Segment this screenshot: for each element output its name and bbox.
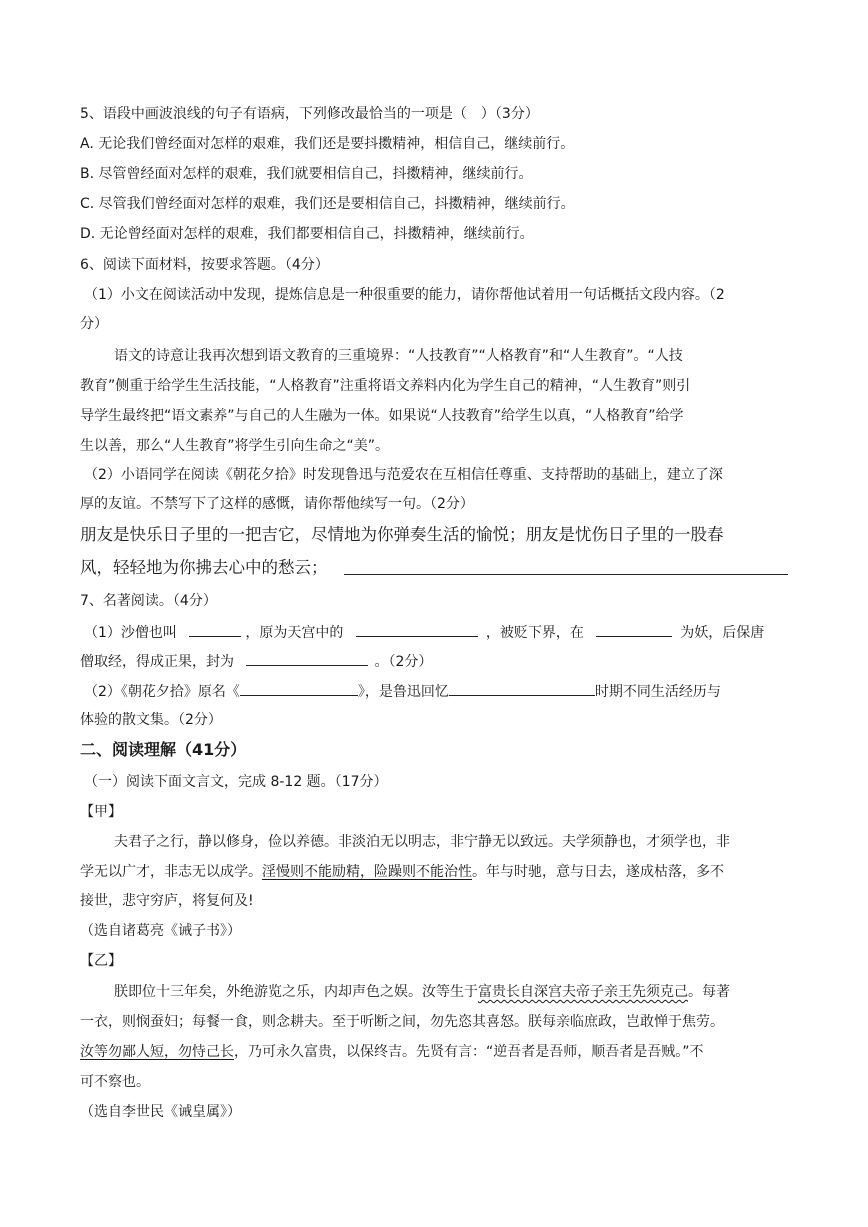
passage-line-2: 教育”侧重于给学生生活技能，“人格教育”注重将语文养料内化为学生自己的精神，“人生教育”则引: [80, 378, 691, 394]
yi-wavy-sentence: 富贵长自深宫夫帝子亲王先须克己: [478, 984, 688, 1000]
q7-sub2-line1: [84, 681, 721, 702]
q7-s2-text-a: （2）《朝花夕拾》原名《: [84, 684, 240, 700]
q5-option-c: C. 尽管我们曾经面对怎样的艰难，我们还是要相信自己，抖擞精神，继续前行。: [80, 196, 575, 212]
yi-label: 【乙】: [80, 953, 122, 969]
yi-underlined-sentence: 汝等勿鄙人短，勿恃己长: [80, 1044, 234, 1060]
poem-line-2: 风，轻轻地为你拂去心中的愁云；: [80, 558, 328, 577]
q7-s2-text-b: 》，是鲁迅回忆: [357, 684, 449, 700]
jia-line-1: 夫君子之行，静以修身，俭以养德。非淡泊无以明志，非宁静无以致远。夫学须静也，才须学也，非: [114, 834, 730, 850]
q5-option-b: B. 尽管曾经面对怎样的艰难，我们就要相信自己，抖擞精神，继续前行。: [80, 166, 533, 182]
q6-sub2-line2: 厚的友谊。不禁写下了这样的感慨，请你帮他续写一句。（2分）: [80, 496, 474, 512]
yi-line-3: [80, 1042, 704, 1062]
blank-demon-place[interactable]: [596, 622, 672, 637]
q7-s1-text-c: ，被贬下界，在: [485, 625, 584, 641]
passage-line-4: 生以善，那么“人生教育”将学生引向生命之“美”。: [80, 438, 390, 454]
yi-line-3-b: ，乃可永久富贵，以保终吉。先贤有言：“逆吾者是吾师，顺吾者是吾贼。”不: [234, 1044, 704, 1060]
q6-sub1-line1: （1）小文在阅读活动中发现，提炼信息是一种很重要的能力，请你帮他试着用一句话概括文段内容。（2: [84, 287, 725, 303]
yi-line-4: 可不察也。: [80, 1074, 150, 1090]
jia-label: 【甲】: [80, 804, 122, 820]
poem-line-1: 朋友是快乐日子里的一把吉它，尽情地为你弹奏生活的愉悦；朋友是忧伤日子里的一股春: [80, 525, 724, 544]
section-2-part-1: （一）阅读下面文言文，完成 8-12 题。（17分）: [84, 774, 388, 790]
q7-sub2-line2: 体验的散文集。（2分）: [80, 712, 222, 728]
yi-line-2: 一衣，则悯蚕妇；每餐一食，则念耕夫。至于听断之间，勿先恣其喜怒。朕每亲临庶政，岂敢惮于焦劳。: [80, 1014, 724, 1030]
q5-option-d: D. 无论曾经面对怎样的艰难，我们都要相信自己，抖擞精神，继续前行。: [80, 226, 534, 242]
q5-stem: 5、语段中画波浪线的句子有语病，下列修改最恰当的一项是（ ）（3分）: [80, 106, 539, 122]
q7-stem: 7、名著阅读。（4分）: [80, 593, 217, 609]
q5-option-a: A. 无论我们曾经面对怎样的艰难，我们还是要抖擞精神，相信自己，继续前行。: [80, 136, 575, 152]
jia-underlined-sentence: 淫慢则不能励精，险躁则不能治性: [262, 864, 472, 880]
yi-line-1-b: 。每著: [688, 984, 730, 1000]
q6-sub2-line1: （2）小语同学在阅读《朝花夕拾》时发现鲁迅与范爱农在互相信任尊重、支持帮助的基础上，建立了深: [84, 467, 723, 483]
jia-line-2: [80, 862, 724, 882]
q7-s1-text-b: ，原为天宫中的: [245, 625, 344, 641]
blank-period[interactable]: [449, 681, 595, 696]
blank-original-title[interactable]: [240, 681, 358, 696]
blank-sha-seng-name[interactable]: [189, 622, 241, 637]
blank-title[interactable]: [246, 651, 368, 666]
yi-source: （选自李世民《诫皇属》）: [80, 1104, 241, 1120]
q7-s1-text-e: 僧取经，得成正果，封为: [80, 654, 234, 670]
passage-line-1: 语文的诗意让我再次想到语文教育的三重境界：“人技教育”“人格教育”和“人生教育”。“人技: [114, 348, 683, 364]
q6-sub1-line2: 分）: [80, 316, 108, 332]
q7-s1-text-d: 为妖，后保唐: [680, 625, 765, 641]
q6-stem: 6、阅读下面材料，按要求答题。（4分）: [80, 257, 329, 273]
jia-line-2-b: 。年与时驰，意与日去，遂成枯落，多不: [472, 864, 724, 880]
blank-heaven-post[interactable]: [356, 622, 478, 637]
poem-answer-blank[interactable]: [344, 574, 788, 575]
yi-line-1: [114, 982, 730, 1002]
section-2-title: 二、阅读理解（41分）: [80, 740, 247, 759]
passage-line-3: 导学生最终把“语文素养”与自己的人生融为一体。如果说“人技教育”给学生以真，“人格教育”给学: [80, 408, 684, 424]
q7-s1-text-f: 。（2分）: [374, 654, 433, 670]
q7-sub1-line2: [80, 651, 432, 672]
jia-line-3: 接世，悲守穷庐，将复何及!: [80, 893, 254, 909]
q7-sub1-line1: [84, 622, 764, 643]
jia-line-2-a: 学无以广才，非志无以成学。: [80, 864, 262, 880]
q7-s2-text-c: 时期不同生活经历与: [594, 684, 721, 700]
q7-s1-text-a: （1）沙僧也叫: [84, 625, 177, 641]
jia-source: （选自诸葛亮《诫子书》）: [80, 923, 241, 939]
yi-line-1-a: 朕即位十三年矣，外绝游览之乐，内却声色之娱。汝等生于: [114, 984, 478, 1000]
